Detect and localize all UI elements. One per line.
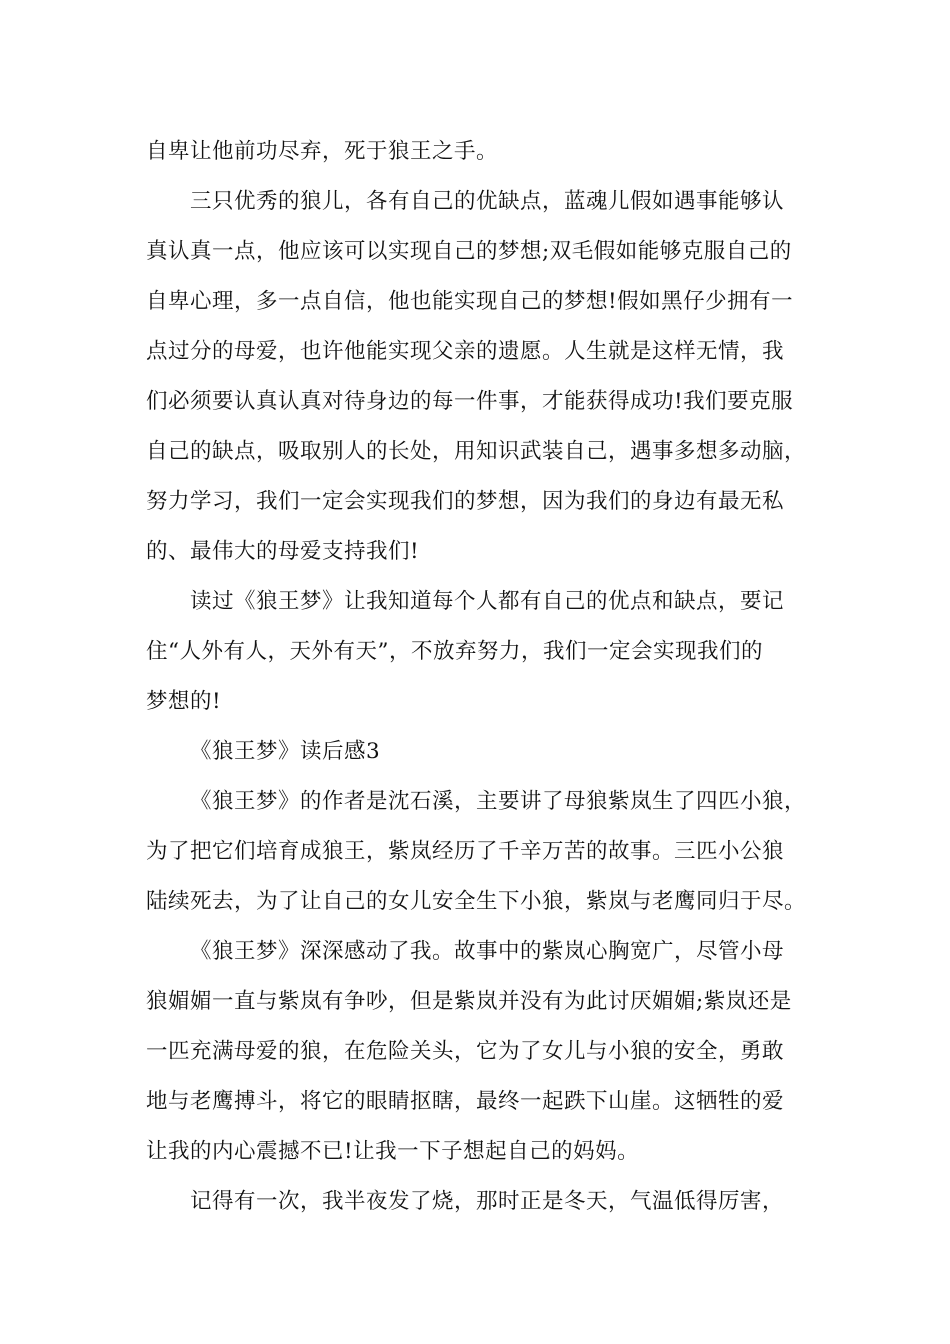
text-line: 一匹充满母爱的狼，在危险关头，它为了女儿与小狼的安全，勇敢	[146, 1039, 785, 1064]
text-line: 让我的内心震撼不已!让我一下子想起自己的妈妈。	[146, 1139, 640, 1164]
text-line: 为了把它们培育成狼王，紫岚经历了千辛万苦的故事。三匹小公狼	[146, 839, 785, 864]
text-line: 自卑让他前功尽弃，死于狼王之手。	[146, 139, 499, 164]
text-line: 狼媚媚一直与紫岚有争吵，但是紫岚并没有为此讨厌媚媚;紫岚还是	[146, 989, 792, 1014]
paragraph-start-line: 记得有一次，我半夜发了烧，那时正是冬天，气温低得厉害，	[190, 1189, 785, 1214]
text-line: 的、最伟大的母爱支持我们!	[146, 539, 420, 564]
text-line: 自卑心理，多一点自信，他也能实现自己的梦想!假如黑仔少拥有一	[146, 289, 794, 314]
text-line: 真认真一点，他应该可以实现自己的梦想;双毛假如能够克服自己的	[146, 239, 792, 264]
text-line: 陆续死去，为了让自己的女儿安全生下小狼，紫岚与老鹰同归于尽。	[146, 889, 807, 914]
text-line: 努力学习，我们一定会实现我们的梦想，因为我们的身边有最无私	[146, 489, 785, 514]
text-line: 们必须要认真认真对待身边的每一件事，才能获得成功!我们要克服	[146, 389, 794, 414]
text-line: 梦想的!	[146, 689, 222, 714]
text-line: 住“人外有人，天外有天”，不放弃努力，我们一定会实现我们的	[146, 639, 763, 664]
paragraph-start-line: 读过《狼王梦》让我知道每个人都有自己的优点和缺点，要记	[190, 589, 785, 614]
text-line: 自己的缺点，吸取别人的长处，用知识武装自己，遇事多想多动脑，	[146, 439, 807, 464]
text-line: 地与老鹰搏斗，将它的眼睛抠瞎，最终一起跌下山崖。这牺牲的爱	[146, 1089, 785, 1114]
section-heading: 《狼王梦》读后感3	[190, 739, 381, 764]
paragraph-start-line: 《狼王梦》深深感动了我。故事中的紫岚心胸宽广，尽管小母	[190, 939, 785, 964]
text-line: 点过分的母爱，也许他能实现父亲的遗愿。人生就是这样无情，我	[146, 339, 785, 364]
paragraph-start-line: 三只优秀的狼儿，各有自己的优缺点，蓝魂儿假如遇事能够认	[190, 189, 785, 214]
paragraph-start-line: 《狼王梦》的作者是沈石溪，主要讲了母狼紫岚生了四匹小狼，	[190, 789, 807, 814]
